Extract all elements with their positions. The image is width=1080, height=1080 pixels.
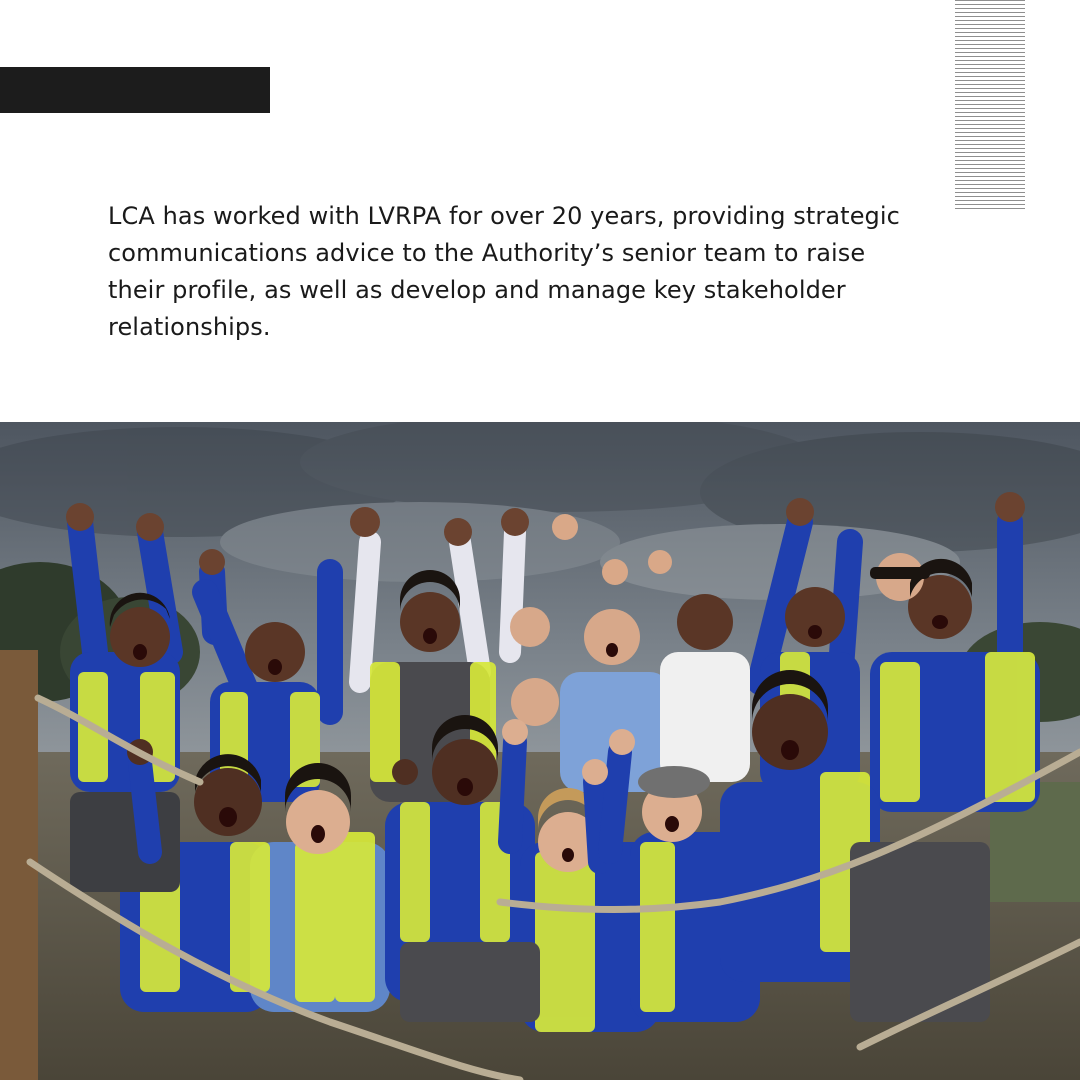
intro-paragraph: LCA has worked with LVRPA for over 20 years, providing strategic communications advice to the Authority’s senior team to raise their profile, as well as develop and manage key stakeholder relationships. [108, 202, 900, 341]
flat-cap [638, 766, 710, 798]
decorative-stripe-pattern [955, 0, 1025, 210]
schoolchildren-photo [0, 422, 1080, 1080]
decorative-black-bar [0, 67, 270, 113]
photo-illustration [0, 422, 1080, 1080]
